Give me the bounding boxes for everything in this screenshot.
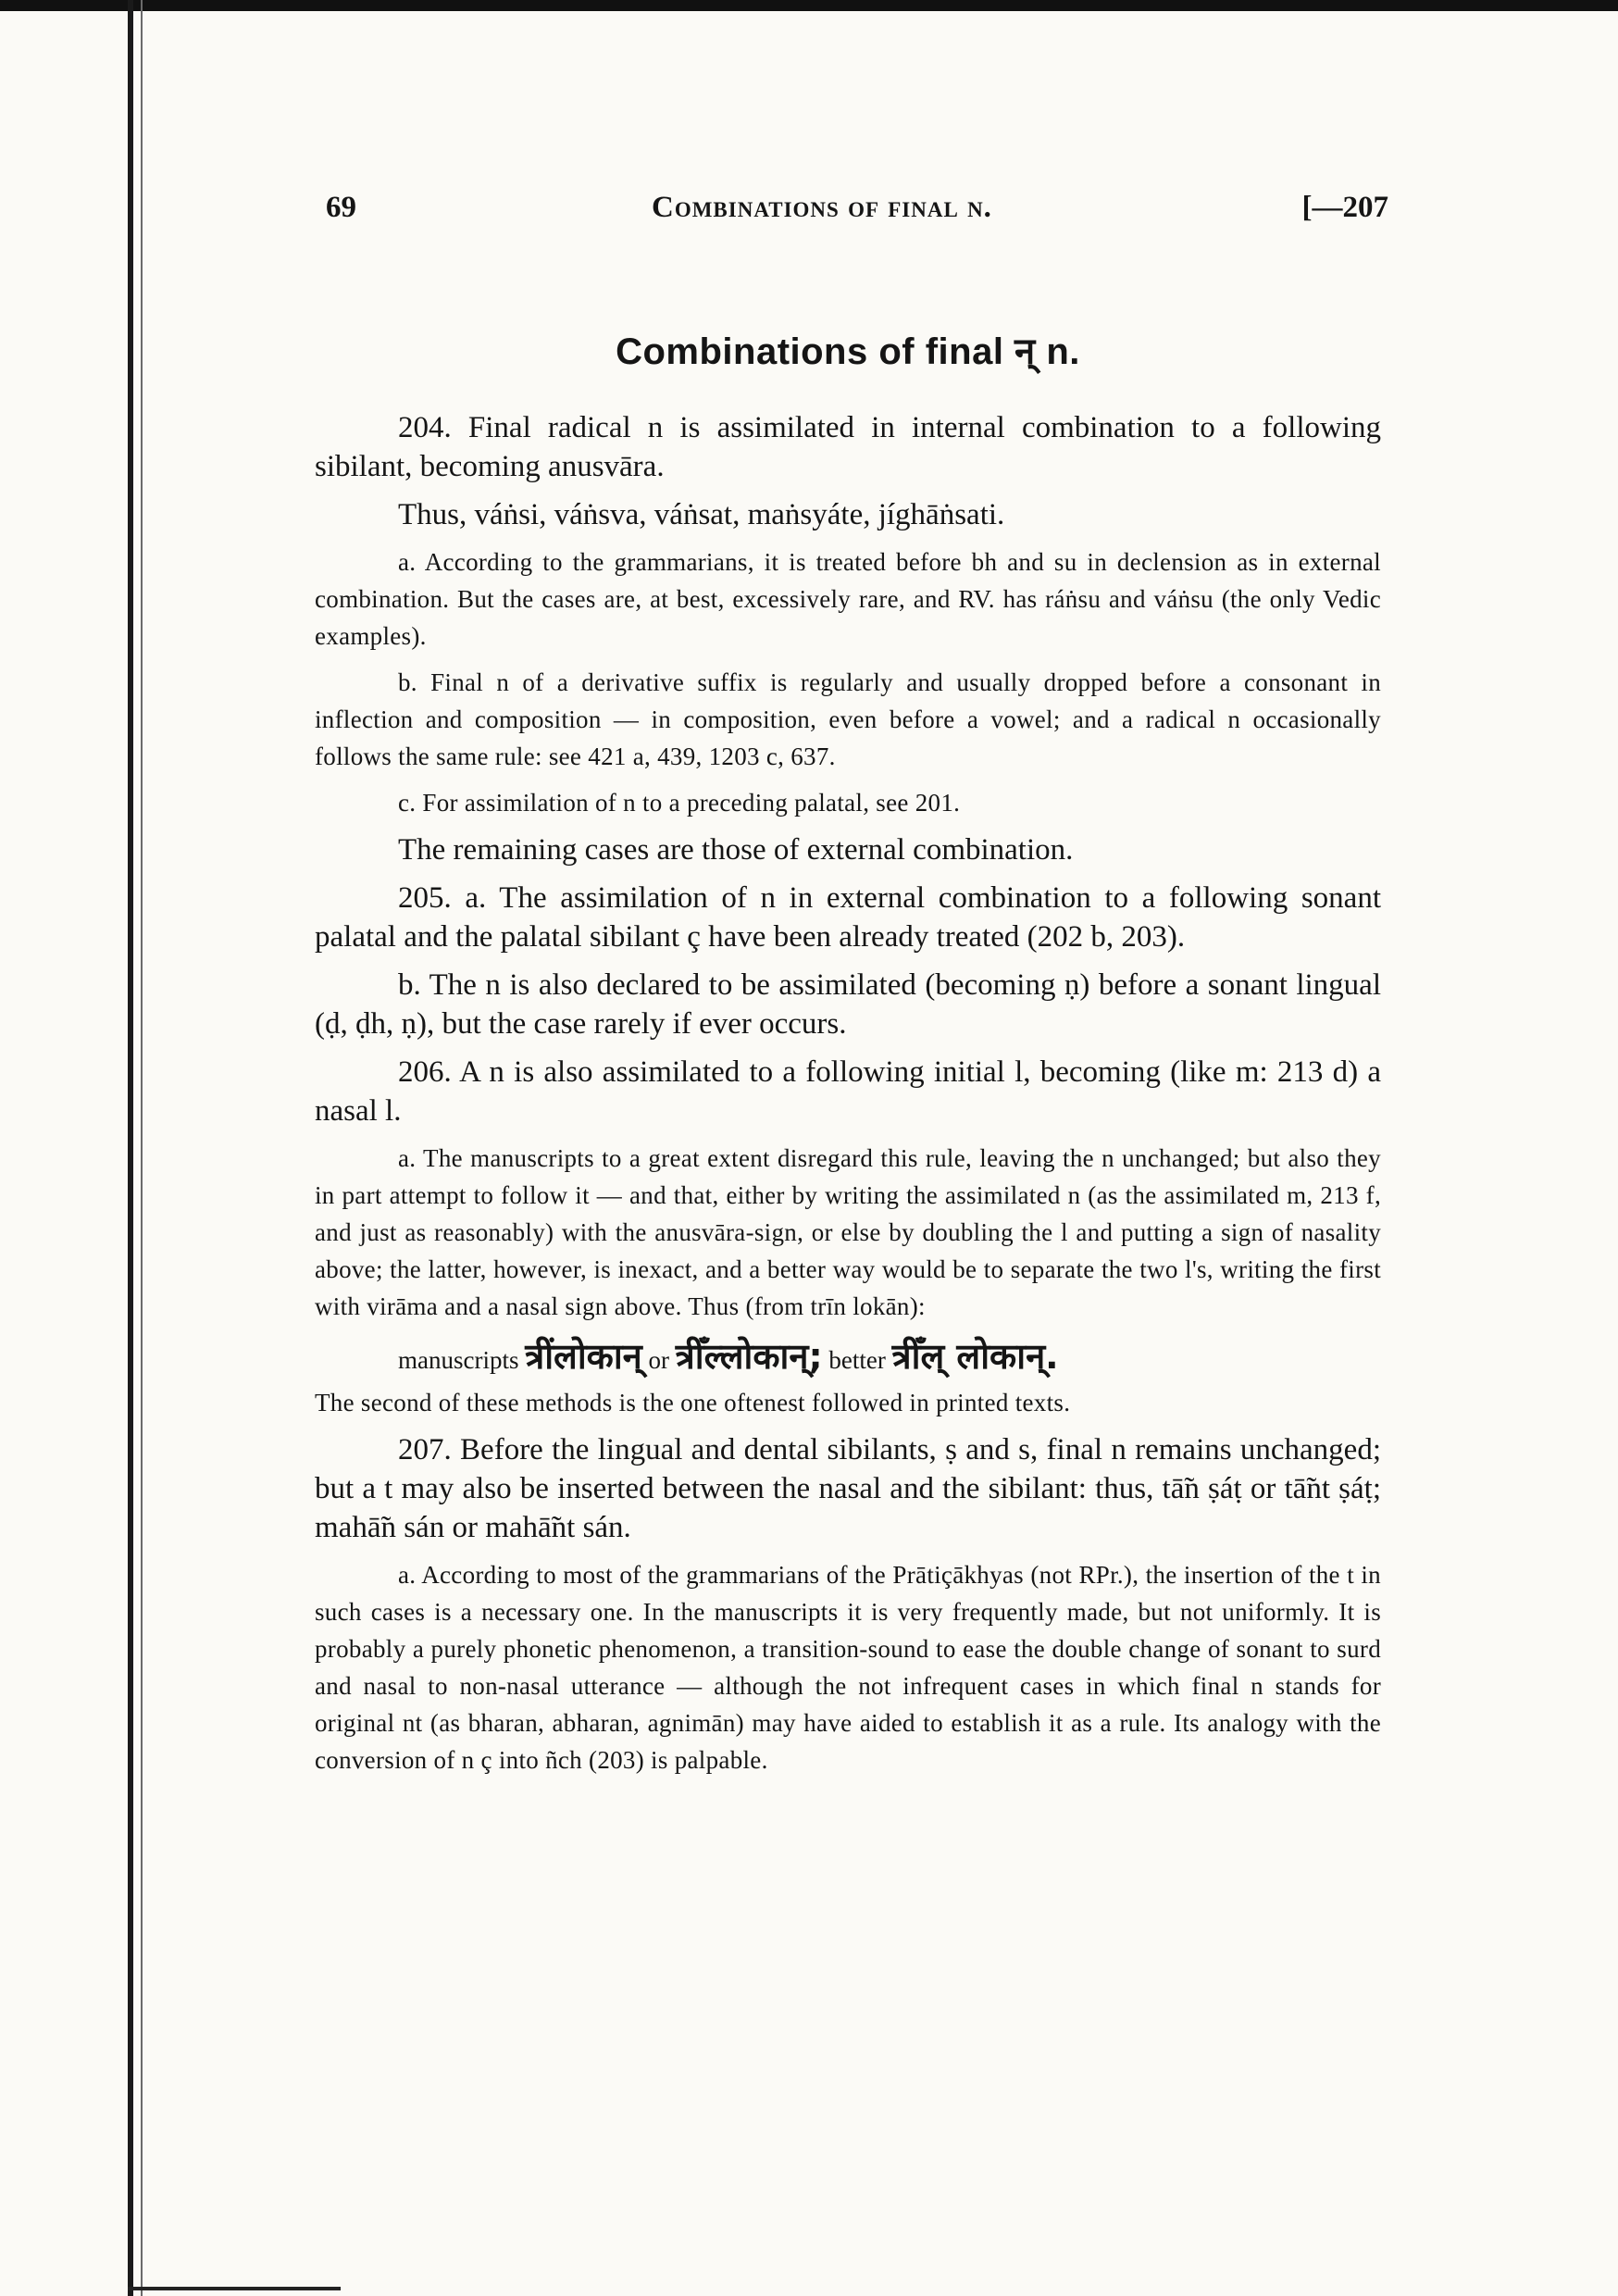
devanagari-form-2: त्रीँल्लोकान्; <box>675 1336 823 1377</box>
section-marker: [—207 <box>1301 191 1388 224</box>
devanagari-form-1: त्रींलोकान् <box>525 1336 642 1377</box>
paragraph-207: 207. Before the lingual and dental sibilants, ṣ and s, final n remains unchanged; but a t may also be inserted between the nasal and the sibilant: thus, tā̃n ṣáṭ or tā̃nt ṣáṭ; mahā̃n sán or mahā̃nt sán. <box>315 1433 1381 1544</box>
page-bottom-edge <box>128 2287 341 2290</box>
page-number: 69 <box>326 191 356 224</box>
example-or: or <box>648 1346 670 1374</box>
paragraph-204b: b. Final n of a derivative suffix is regularly and usually dropped before a consonant in inflection and composition — in composition, even before a vowel; and a radical n occasionally follows the same rule: see 421 a, 439, 1203 c, 637. <box>315 668 1381 770</box>
running-header <box>326 191 1388 228</box>
page-body <box>315 324 1381 1788</box>
paragraph-205a: 205. a. The assimilation of n in external combination to a following sonant palatal and the palatal sibilant ç have been already treated (202 b, 203). <box>315 881 1381 954</box>
paragraph-206a: a. The manuscripts to a great extent disregard this rule, leaving the n unchanged; but also they in part attempt to follow it — and that, either by writing the assimilated n (as the assimilated m, 213 f, and just as reasonably) with the anusvāra-sign, or else by doubling the l and putting a sign of nasality above; the latter, however, is inexact, and a better way would be to separate the two l's, writing the first with virāma and a nasal sign above. Thus (from trīn lokān): <box>315 1144 1381 1320</box>
paragraph-204c: c. For assimilation of n to a preceding palatal, see 201. <box>398 789 961 817</box>
running-title: Combinations of final n. <box>652 191 992 224</box>
paragraph-206: 206. A n is also assimilated to a following initial l, becoming (like m: 213 d) a nasal l. <box>315 1055 1381 1128</box>
page-top-edge <box>0 0 1618 11</box>
paragraph-204a: a. According to the grammarians, it is treated before bh and su in declension as in external combination. But the cases are, at best, excessively rare, and RV. has ráṅsu and váṅsu (the only Vedic examples). <box>315 548 1381 650</box>
example-label-better: better <box>828 1346 886 1374</box>
example-label-manuscripts: manuscripts <box>398 1346 519 1374</box>
paragraph-204: 204. Final radical n is assimilated in internal combination to a following sibilant, becoming anusvāra. <box>315 411 1381 483</box>
paragraph-204-examples: Thus, váṅsi, váṅsva, váṅsat, maṅsyáte, jíghāṅsati. <box>398 498 1005 531</box>
section-heading: Combinations of final न् n. <box>616 331 1080 372</box>
paragraph-205b: b. The n is also declared to be assimilated (becoming ṇ) before a sonant lingual (ḍ, ḍh, ṇ), but the case rarely if ever occurs. <box>315 968 1381 1041</box>
binding-edge <box>128 0 133 2296</box>
devanagari-example-line <box>315 1334 1381 1382</box>
paragraph-207a: a. According to most of the grammarians of the Prātiçākhyas (not RPr.), the insertion of the t in such cases is a necessary one. In the manuscripts it is very frequently made, but not uniformly. It is probably a purely phonetic phenomenon, a transition-sound to ease the double change of sonant to surd and nasal to non-nasal utterance — although the not infrequent cases in which final n stands for original nt (as bharan, abharan, agnimān) may have aided to establish it as a rule. Its analogy with the conversion of n ç into ñch (203) is palpable. <box>315 1561 1381 1774</box>
paragraph-206-second: The second of these methods is the one oftenest followed in printed texts. <box>315 1389 1071 1416</box>
paragraph-remaining: The remaining cases are those of external combination. <box>398 833 1074 867</box>
binding-edge-shadow <box>141 0 143 2296</box>
devanagari-form-3: त्रीँल् लोकान्. <box>891 1336 1059 1377</box>
